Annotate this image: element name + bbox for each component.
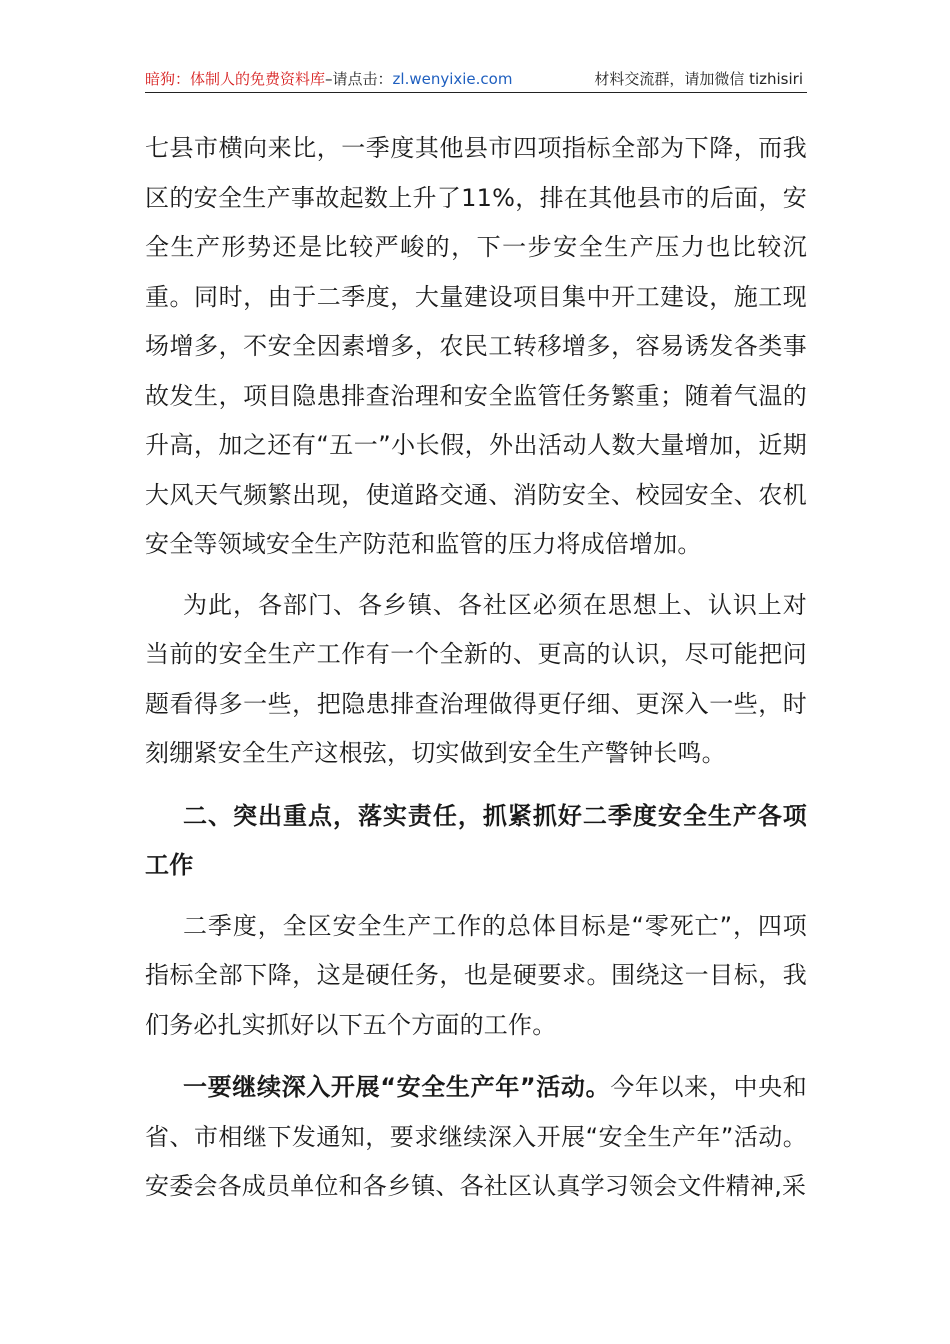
paragraph-4-lead: 一要继续深入开展“安全生产年”活动。 (183, 1073, 611, 1101)
paragraph-3: 二季度，全区安全生产工作的总体目标是“零死亡”，四项指标全部下降，这是硬任务，也是硬要求。围绕这一目标，我们务必扎实抓好以下五个方面的工作。 (145, 911, 807, 1039)
header-url-link[interactable]: zl.wenyixie.com (392, 70, 513, 88)
paragraph-4 (145, 1063, 807, 1212)
paragraph-1: 七县市横向来比，一季度其他县市四项指标全部为下降，而我区的安全生产事故起数上升了11%，排在其他县市的后面，安全生产形势还是比较严峻的，下一步安全生产压力也比较沉重。同时，由于二季度，大量建设项目集中开工建设，施工现场增多，不安全因素增多，农民工转移增多，容易诱发各类事故发生，项目隐患排查治理和安全监管任务繁重；随着气温的升高，加之还有“五一”小长假，外出活动人数大量增加，近期大风天气频繁出现，使道路交通、消防安全、校园安全、农机安全等领域安全生产防范和监管的压力将成倍增加。 (145, 134, 807, 558)
paragraph-2: 为此，各部门、各乡镇、各社区必须在思想上、认识上对当前的安全生产工作有一个全新的、更高的认识，尽可能把问题看得多一些，把隐患排查治理做得更仔细、更深入一些，时刻绷紧安全生产这根弦，切实做到安全生产警钟长鸣。 (145, 590, 807, 767)
document-body (145, 124, 807, 1212)
page-header (145, 66, 807, 93)
section-heading: 二、突出重点，落实责任，抓紧抓好二季度安全生产各项工作 (145, 801, 807, 879)
header-group-note: 材料交流群，请加微信 tizhisiri (594, 70, 803, 88)
header-click-prefix: –请点击： (325, 70, 393, 88)
header-brand: 暗狗：体制人的免费资料库 (145, 70, 326, 88)
paragraph-4-body: 今年以来，中央和省、市相继下发通知，要求继续深入开展“安全生产年”活动。安委会各成员单位和各乡镇、各社区认真学习领会文件精神,采 (145, 1073, 807, 1200)
